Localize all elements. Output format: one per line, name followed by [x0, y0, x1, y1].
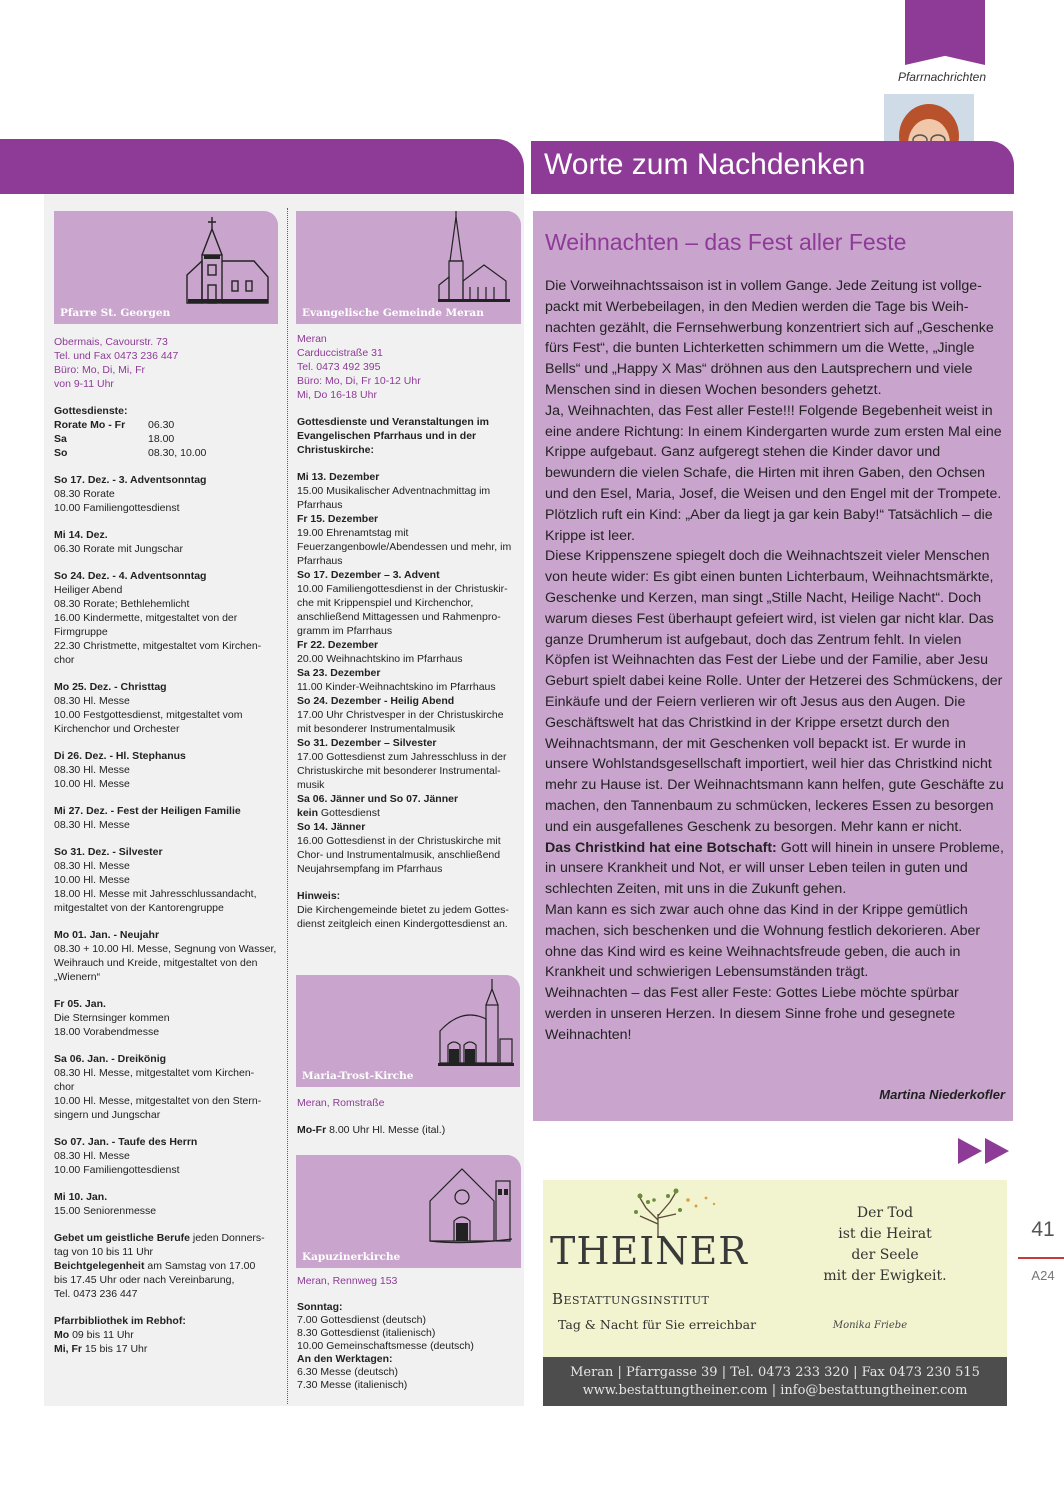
band-title: Worte zum Nachdenken [544, 148, 866, 181]
event-title: So 17. Dez. - 3. Adventsonntag [54, 474, 207, 486]
event-line: 17.00 Gottesdienst zum Jahresschluss in der [297, 751, 507, 763]
event-line: Christuskirche mit besonderer Instrumental- [297, 765, 501, 777]
column-separator [287, 208, 288, 1404]
event-line: Pfarrhaus [297, 499, 343, 511]
event-title: Mi 27. Dez. - Fest der Heiligen Familie [54, 805, 241, 817]
section-label: Pfarrnachrichten [897, 70, 986, 84]
event-line: 08.30 Hl. Messe [54, 1150, 130, 1162]
service-row: Rorate Mo - Fr 06.30 [54, 419, 175, 431]
event-title: Fr 05. Jan. [54, 998, 106, 1010]
ad-subtitle: Bestattungsinstitut [552, 1290, 710, 1308]
event-line: 08.30 Hl. Messe [54, 695, 130, 707]
event-title: Mi 10. Jan. [54, 1191, 108, 1203]
event-line: 08.30 Hl. Messe [54, 764, 130, 776]
event-line: Feuerzangenbowle/Abendessen und mehr, im [297, 541, 512, 553]
event-line: 18.00 Hl. Messe mit Jahresschlussandacht, [54, 888, 257, 900]
church-name: Kapuzinerkirche [302, 1251, 401, 1263]
event-line: 10.00 Hl. Messe, mitgestaltet von den Stern- [54, 1095, 262, 1107]
ad-contact: Meran | Pfarrgasse 39 | Tel. 0473 233 320 | Fax 0473 230 515 www.bestattungtheiner.com | info@bestattungtheiner.com [570, 1365, 980, 1398]
article-title: Weihnachten – das Fest aller Feste [545, 229, 907, 255]
church-tower-illustration [436, 211, 516, 306]
st-georgen-column [54, 335, 284, 1356]
article-paragraph: Ja, Weihnachten, das Fest aller Feste!!! Folgende Begebenheit weist in eine andere Richtung: In einem Kindergarten wurde zum ersten Mal eine Krippe aufgebaut. Ganz aufgeregt stehen die Kinder davor und bewundern die vielen Schafe, die Hirten mit ihren Gaben, den Ochsen und den Esel, Maria, Josef, die Weisen und den Engel mit der Trompete. Plötzlich ruft ein Kind: „Aber da liegt ja gar kein Baby!“ Tatsächlich – die Krippe ist leer. [545, 402, 1002, 544]
event-line: 08.30 Rorate [54, 488, 115, 500]
event-line: Weihrauch und Kreide, mitgestaltet von den [54, 957, 258, 969]
event-line: mit besonderer Instrumentalmusik [297, 723, 456, 735]
event-line: che mit Krippenspiel und Kirchenchor, [297, 597, 474, 609]
event-line: 19.00 Ehrenamtstag mit [297, 527, 409, 539]
event-title: So 14. Jänner [297, 821, 366, 833]
event-block [54, 804, 284, 832]
event-title: Mo 01. Jan. - Neujahr [54, 929, 160, 941]
event-line: musik [297, 779, 325, 791]
section-tab [905, 0, 985, 65]
events-intro: Gottesdienste und Veranstaltungen im Evangelischen Pfarrhaus und in der Christuskirche: [297, 416, 489, 456]
event-line: 18.00 Vorabendmesse [54, 1026, 160, 1038]
event-title: Mi 13. Dezember [297, 471, 380, 483]
event-title: Sa 06. Jänner und So 07. Jänner [297, 793, 459, 805]
continue-arrows-icon [958, 1138, 1010, 1164]
event-line: 10.00 Familiengottesdienst in der Christuskir- [297, 583, 508, 595]
event-title: Fr 15. Dezember [297, 513, 379, 525]
event-line: chor [54, 1081, 75, 1093]
event-line: Die Sternsinger kommen [54, 1012, 170, 1024]
event-line: 16.00 Gottesdienst in der Christuskirche mit [297, 835, 501, 847]
event-title: So 31. Dez. - Silvester [54, 846, 163, 858]
prayer-block: Gebet um geistliche Berufe jeden Donners- tag von 10 bis 11 Uhr Beichtgelegenheit am Samstag von 17.00 bis 17.45 Uhr oder nach Vereinbarung, Tel. 0473 236 447 [54, 1232, 265, 1300]
event-title: So 24. Dez. - 4. Adventsonntag [54, 570, 207, 582]
event-line: „Wienern“ [54, 971, 101, 983]
event-line: 10.00 Familiengottesdienst [54, 502, 180, 514]
event-line: 15.00 Seniorenmesse [54, 1205, 157, 1217]
contact-info: Obermais, Cavourstr. 73 Tel. und Fax 0473 236 447 Büro: Mo, Di, Mi, Fr von 9-11 Uhr [54, 336, 179, 390]
article-paragraph: Man kann es sich zwar auch ohne das Kind in der Krippe gemütlich machen, sich beschenken und die Wohnung festlich dekorieren. Aber ohne das Kind wird es keine Weihnachtsfreude geben, die auch in Krankheit und schwierigen Lebensumständen trägt. [545, 901, 981, 981]
event-line: Kirchenchor und Orchester [54, 723, 180, 735]
event-line: 17.00 Uhr Christvesper in der Christuskirche [297, 709, 504, 721]
event-block [54, 1135, 284, 1177]
maria-trost-info: Meran, Romstraße Mo-Fr 8.00 Uhr Hl. Messe (ital.) [297, 1097, 446, 1136]
event-line: 06.30 Rorate mit Jungschar [54, 543, 183, 555]
page-code: A24 [1031, 1268, 1055, 1283]
event-block [54, 680, 284, 736]
event-line: kein Gottesdienst [297, 807, 380, 819]
page-divider [1018, 1257, 1064, 1259]
church-header-evangelisch [296, 211, 521, 324]
event-line: chor [54, 654, 75, 666]
church-name: Evangelische Gemeinde Meran [302, 307, 484, 319]
event-line: 08.30 Hl. Messe, mitgestaltet vom Kirchen- [54, 1067, 255, 1079]
event-title: So 31. Dezember – Silvester [297, 737, 437, 749]
event-block [54, 1052, 284, 1122]
ad-quote: Der Tod ist die Heirat der Seele mit der Ewigkeit. [823, 1205, 947, 1284]
event-blocks [54, 473, 284, 1218]
event-block [54, 845, 284, 915]
church-header-st-georgen [54, 211, 278, 324]
event-line: Pfarrhaus [297, 555, 343, 567]
ad-tagline: Tag & Nacht für Sie erreichbar [558, 1317, 757, 1332]
event-title: So 07. Jan. - Taufe des Herrn [54, 1136, 198, 1148]
services-title: Gottesdienste: [54, 405, 128, 417]
event-line: 20.00 Weihnachtskino im Pfarrhaus [297, 653, 463, 665]
event-block [54, 473, 284, 515]
church-name: Maria-Trost-Kirche [302, 1070, 414, 1082]
event-line: gramm im Pfarrhaus [297, 625, 393, 637]
article-paragraph: Diese Krippenszene spiegelt doch die Weihnachtszeit vieler Menschen von heute wider: Es gibt einen bunten Lichterbaum, Weihnachtsmärkte, Geschenke und Kerzen, man singt „Stille Nacht, Heilige Nacht“. Doch warum dieses Fest überhaupt gefeiert wird, ist vielen gar nicht klar. Das ganze Drumherum ist aufgebaut, doch das Zentrum fehlt. In vielen Köpfen ist Weihnachten das Fest der Liebe und der Familie, aber Jesu Geburt spielt dabei keine Rolle. Unter der Hetzerei des Schmückens, der Einkäufe und der Feiern verlieren wir oft Jesus aus den Augen. Die Geschäftswelt hat das Christkind in der Krippe ersetzt durch den Weihnachtsmann, der mit Geschenken voll bepackt ist. Er wurde in unsere Wohlstandsgesellschaft importiert, weil hier das Christkind nicht mehr zu Hause ist. Der Weihnachtsmann kann helfen, gute Geschäfte zu machen, den Tannenbaum zu schmücken, leckeres Essen zu besorgen und ein ausgefallenes Geschenk zu besorgen. Mehr kann er nicht. [545, 548, 1004, 835]
church-illustration [182, 215, 272, 305]
event-line: 10.00 Festgottesdienst, mitgestaltet vom [54, 709, 243, 721]
event-block [54, 928, 284, 984]
event-line: 22.30 Christmette, mitgestaltet vom Kirchen- [54, 640, 262, 652]
service-row: Sa 18.00 [54, 433, 175, 445]
event-line: 16.00 Kindermette, mitgestaltet von der [54, 612, 238, 624]
ad-logo: THEINER [550, 1229, 748, 1273]
event-title: So 24. Dezember - Heilig Abend [297, 695, 455, 707]
note-block: Hinweis: Die Kirchengemeinde bietet zu jedem Gottes- dienst zeitgleich einen Kindergottesdienst an. [297, 890, 509, 930]
page-number: 41 [1031, 1218, 1055, 1241]
event-line: 11.00 Kinder-Weihnachtskino im Pfarrhaus [297, 681, 496, 693]
event-block [54, 569, 284, 667]
event-title: Sa 23. Dezember [297, 667, 381, 679]
event-line: Firmgruppe [54, 626, 108, 638]
event-line: 08.30 Rorate; Bethlehemlicht [54, 598, 190, 610]
event-line: Chor- und Instrumentalmusik, anschließend [297, 849, 501, 861]
article-paragraph: Die Vorweihnachtssaison ist in vollem Gange. Jede Zeitung ist vollgepackt mit Werbebeilagen, in den Medien werden die Tage bis Weihnachten gezählt, die Fernsehwerbung konzentriert sich auf „Geschenke fürs Fest“, die bunten Lichterketten schimmern um die Wette, „Jingle Bells“ und „Happy X Mas“ dröhnen aus den Lautsprechern und viele Menschen sind in diesen Wochen besonders gehetzt. [545, 278, 994, 398]
church-name: Pfarre St. Georgen [60, 307, 171, 319]
event-line: mitgestaltet von der Kantorengruppe [54, 902, 224, 914]
event-line: 08.30 Hl. Messe [54, 860, 130, 872]
service-row: So 08.30, 10.00 [54, 447, 207, 459]
article-paragraph: Das Christkind hat eine Botschaft: Gott will hinein in unsere Probleme, in unsere Krankheit und Not, er will unser Leben teilen in guten und schlechten Zeiten, mit uns in die Zukunft gehen. [545, 839, 1004, 898]
event-line: singern und Jungschar [54, 1109, 161, 1121]
event-line: 15.00 Musikalischer Adventnachmittag im [297, 485, 491, 497]
event-block [54, 997, 284, 1039]
event-line: 10.00 Familiengottesdienst [54, 1164, 180, 1176]
ad-quote-author: Monika Friebe [832, 1320, 908, 1331]
event-line: Heiliger Abend [54, 584, 123, 596]
library-block: Pfarrbibliothek im Rebhof: Mo 09 bis 11 Uhr Mi, Fr 15 bis 17 Uhr [54, 1315, 186, 1355]
event-title: Fr 22. Dezember [297, 639, 379, 651]
event-title: Di 26. Dez. - Hl. Stephanus [54, 750, 186, 762]
event-title: So 17. Dezember – 3. Advent [297, 569, 440, 581]
event-block [54, 749, 284, 791]
services-block [54, 404, 284, 460]
contact-info: Meran Carduccistraße 31 Tel. 0473 492 395 Büro: Mo, Di, Fr 10-12 Uhr Mi, Do 16-18 Uhr [297, 333, 421, 401]
event-list [297, 470, 523, 876]
church-illustration [424, 1161, 516, 1247]
event-line: 10.00 Hl. Messe [54, 778, 130, 790]
event-block [54, 1190, 284, 1218]
event-title: Sa 06. Jan. - Dreikönig [54, 1053, 167, 1065]
church-header-kapuziner [296, 1155, 521, 1268]
article-author: Martina Niederkofler [879, 1087, 1005, 1102]
header-band-left [0, 139, 524, 194]
event-line: Neujahrsempfang im Pfarrhaus [297, 863, 443, 875]
evangelisch-column [297, 332, 523, 931]
event-line: 08.30 Hl. Messe [54, 819, 130, 831]
event-line: 10.00 Hl. Messe [54, 874, 130, 886]
church-illustration [436, 979, 516, 1067]
church-header-maria-trost [296, 975, 520, 1087]
event-line: anschließend Mittagessen und Rahmenpro- [297, 611, 501, 623]
event-title: Mi 14. Dez. [54, 529, 108, 541]
kapuziner-info: Meran, Rennweg 153 Sonntag: 7.00 Gottesdienst (deutsch) 8.30 Gottesdienst (italienisch) 10.00 Gemeinschaftsmesse (deutsch) An den Werktagen: 6.30 Messe (deutsch) 7.30 Messe (italienisch) [297, 1275, 474, 1391]
article-body [545, 276, 1005, 1045]
article-paragraph: Weihnachten – das Fest aller Feste: Gottes Liebe möchte spürbar werden in unseren Herzen. In diesem Sinne frohe und gesegnete Weihnachten! [545, 985, 959, 1043]
event-block [54, 528, 284, 556]
event-line: 08.30 + 10.00 Hl. Messe, Segnung von Wasser, [54, 943, 277, 955]
event-title: Mo 25. Dez. - Christtag [54, 681, 167, 693]
